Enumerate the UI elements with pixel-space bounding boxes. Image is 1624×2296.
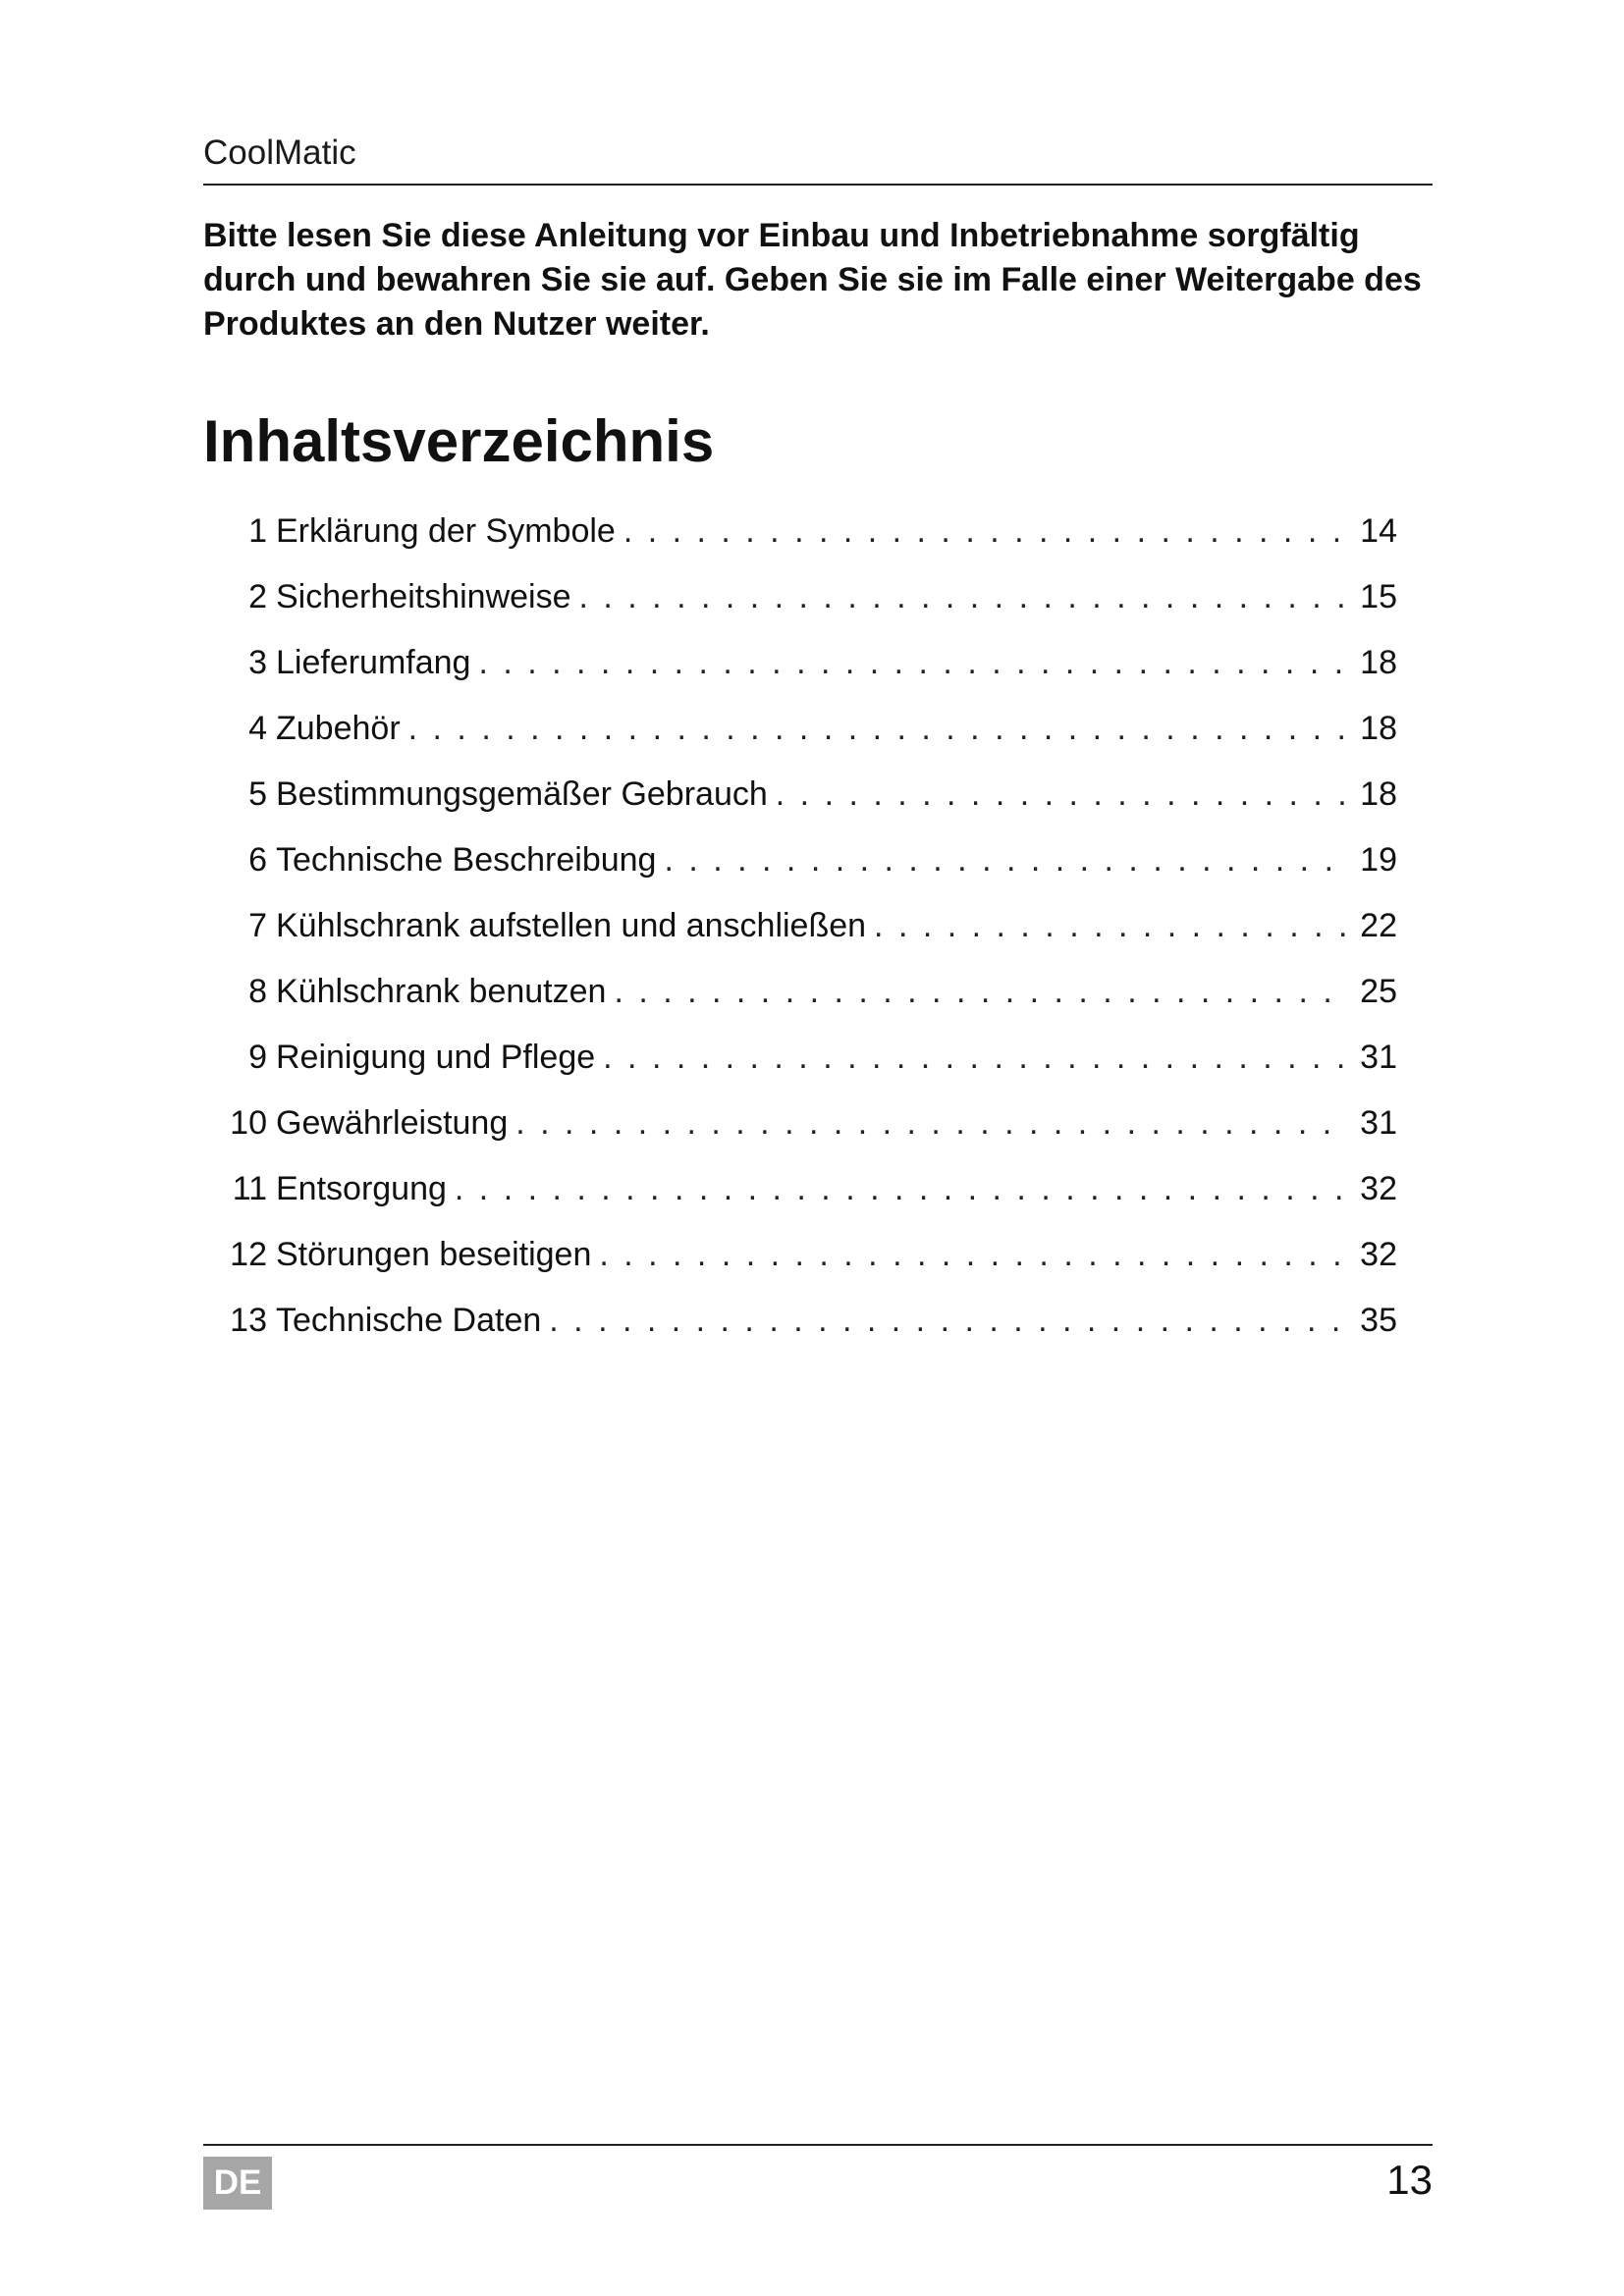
toc-entry[interactable] [203,571,1397,637]
toc-entry-number: 2 [248,578,267,615]
toc-entry-number: 12 [230,1236,267,1273]
toc-entry-label: Sicherheitshinweise [276,578,571,615]
toc-dot-leader [408,703,1348,754]
toc-dot-leader [579,571,1349,622]
toc-entry-label: Technische Daten [276,1302,542,1339]
toc-entry-page: 14 [1360,512,1397,550]
toc-dot-leader [455,1163,1348,1214]
toc-dot-leader [776,769,1348,820]
toc-entry[interactable] [203,1295,1397,1361]
toc-entry-number: 3 [248,644,267,681]
toc-entry-number: 10 [230,1104,267,1142]
toc-entry[interactable] [203,637,1397,703]
toc-entry-page: 18 [1360,710,1397,747]
toc-entry-label: Technische Beschreibung [276,841,657,879]
page-number: 13 [1386,2157,1433,2203]
toc-entry[interactable] [203,1032,1397,1097]
toc-entry-number: 4 [248,710,267,747]
toc-entry-page: 18 [1360,775,1397,813]
toc-entry[interactable] [203,703,1397,769]
table-of-contents [203,506,1397,1361]
toc-entry-page: 31 [1360,1104,1397,1142]
toc-entry[interactable] [203,834,1397,900]
toc-entry-label: Zubehör [276,710,401,747]
toc-entry-label: Störungen beseitigen [276,1236,592,1273]
toc-entry-number: 9 [248,1039,267,1076]
toc-dot-leader [515,1097,1348,1148]
toc-entry-page: 18 [1360,644,1397,681]
toc-entry[interactable] [203,900,1397,966]
toc-entry-page: 15 [1360,578,1397,615]
toc-dot-leader [874,900,1348,951]
toc-entry-page: 32 [1360,1236,1397,1273]
toc-entry-number: 1 [248,512,267,550]
toc-dot-leader [478,637,1348,688]
language-badge: DE [203,2157,272,2210]
toc-entry-label: Gewährleistung [276,1104,509,1142]
toc-entry-label: Kühlschrank aufstellen und anschließen [276,907,867,944]
footer-divider [203,2144,1433,2146]
toc-dot-leader [623,506,1348,557]
toc-entry-page: 35 [1360,1302,1397,1339]
toc-entry-page: 19 [1360,841,1397,879]
toc-entry-page: 22 [1360,907,1397,944]
toc-entry-label: Lieferumfang [276,644,471,681]
toc-entry-page: 31 [1360,1039,1397,1076]
toc-entry-label: Bestimmungsgemäßer Gebrauch [276,775,768,813]
toc-entry-number: 13 [230,1302,267,1339]
toc-entry[interactable] [203,1097,1397,1163]
toc-entry-label: Reinigung und Pflege [276,1039,596,1076]
toc-entry-page: 32 [1360,1170,1397,1207]
toc-entry-label: Kühlschrank benutzen [276,973,607,1010]
toc-entry-page: 25 [1360,973,1397,1010]
header-divider [203,184,1433,186]
toc-entry[interactable] [203,966,1397,1032]
toc-dot-leader [599,1229,1348,1280]
toc-dot-leader [603,1032,1348,1083]
toc-entry-label: Erklärung der Symbole [276,512,616,550]
document-header-title: CoolMatic [203,133,356,172]
toc-entry-number: 6 [248,841,267,879]
toc-entry-number: 8 [248,973,267,1010]
toc-dot-leader [614,966,1348,1017]
toc-entry[interactable] [203,506,1397,571]
toc-entry[interactable] [203,1163,1397,1229]
toc-entry[interactable] [203,1229,1397,1295]
intro-paragraph: Bitte lesen Sie diese Anleitung vor Einbau und Inbetriebnahme sorgfältig durch und bewahren Sie sie auf. Geben Sie sie im Falle einer Weitergabe des Produktes an den Nutzer weiter. [203,217,1422,343]
toc-heading: Inhaltsverzeichnis [203,408,715,474]
toc-entry-label: Entsorgung [276,1170,447,1207]
toc-entry[interactable] [203,769,1397,834]
toc-entry-number: 11 [232,1170,267,1207]
toc-dot-leader [549,1295,1348,1346]
toc-entry-number: 5 [248,775,267,813]
toc-entry-number: 7 [248,907,267,944]
toc-dot-leader [664,834,1348,885]
